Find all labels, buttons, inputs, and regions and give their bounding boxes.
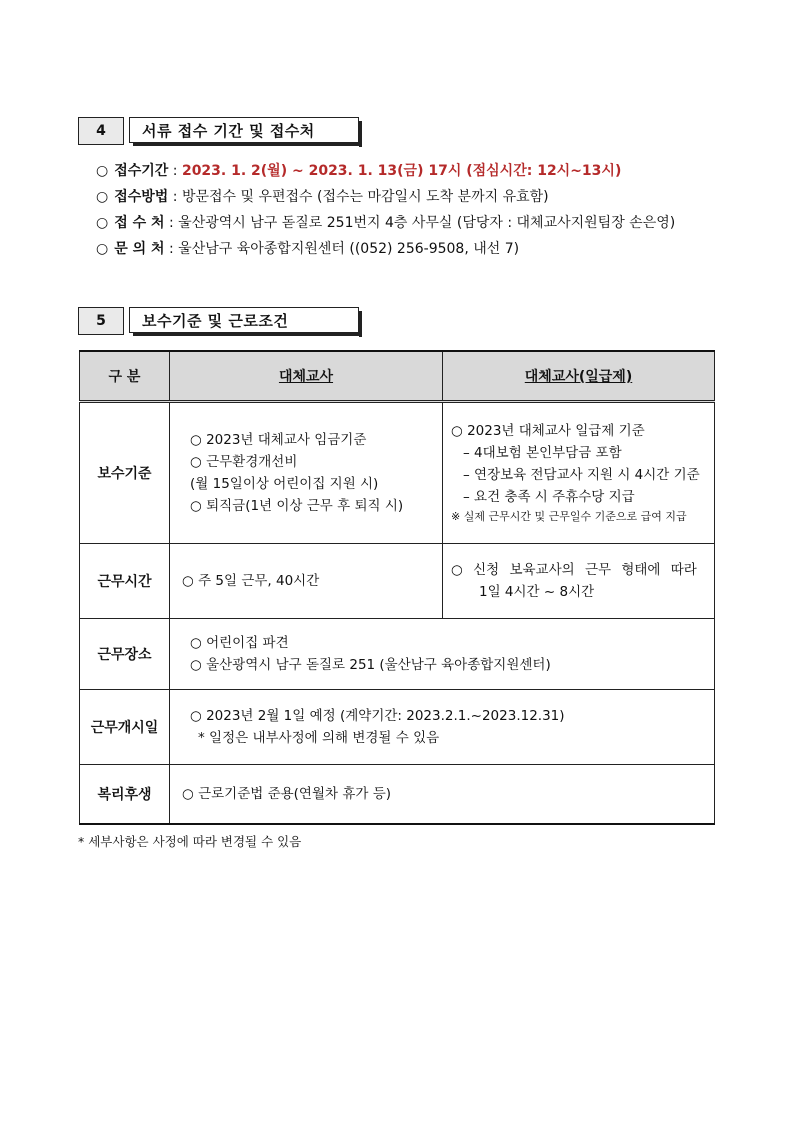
welfare-cell: ○ 근로기준법 준용(연월차 휴가 등) [170, 765, 715, 825]
info-value-contact: 울산남구 육아종합지원센터 ((052) 256-9508, 내선 7) [178, 241, 520, 257]
row-label-hours: 근무시간 [80, 544, 170, 619]
info-value-place: 울산광역시 남구 돋질로 251번지 4층 사무실 (담당자 : 대체교사지원팀장 손은영) [178, 215, 676, 231]
conditions-table [79, 350, 715, 825]
info-item-period: ○ 접수기간 : 2023. 1. 2(월) ~ 2023. 1. 13(금) 17시 (점심시간: 12시~13시) [96, 163, 622, 179]
info-value-method: 방문접수 및 우편접수 (접수는 마감일시 도착 분까지 유효함) [181, 189, 549, 205]
header-daily-substitute-teacher: 대체교사(일급제) [443, 351, 715, 402]
info-value-period: 2023. 1. 2(월) ~ 2023. 1. 13(금) 17시 (점심시간: 12시~13시) [181, 163, 622, 179]
section-5-title: 보수기준 및 근로조건 [129, 307, 359, 333]
hours-daily-cell: ○ 신청 보육교사의 근무 형태에 따라 1일 4시간 ~ 8시간 [443, 544, 715, 619]
info-item-place: ○ 접 수 처 : 울산광역시 남구 돋질로 251번지 4층 사무실 (담당자 : 대체교사지원팀장 손은영) [96, 215, 676, 231]
place-cell: ○ 어린이집 파견 ○ 울산광역시 남구 돋질로 251 (울산남구 육아종합지원센터) [170, 619, 715, 690]
header-category: 구 분 [80, 351, 170, 402]
table-row-hours [80, 544, 715, 619]
section-5-number: 5 [78, 307, 124, 335]
row-label-place: 근무장소 [80, 619, 170, 690]
info-item-contact: ○ 문 의 처 : 울산남구 육아종합지원센터 ((052) 256-9508, 내선 7) [96, 241, 520, 257]
row-label-pay: 보수기준 [80, 402, 170, 544]
info-label: 문 의 처 [114, 241, 165, 257]
row-label-start: 근무개시일 [80, 690, 170, 765]
table-row-place [80, 619, 715, 690]
info-label: 접수방법 [114, 189, 169, 205]
table-row-welfare [80, 765, 715, 825]
pay-daily-cell: ○ 2023년 대체교사 일급제 기준 – 4대보험 본인부담금 포함 – 연장보육 전담교사 지원 시 4시간 기준 – 요건 충족 시 주휴수당 지급 ※ 실제 근무시간 및 근무일수 기준으로 급여 지급 [443, 402, 715, 544]
table-header-row [80, 351, 715, 402]
row-label-welfare: 복리후생 [80, 765, 170, 825]
info-label: 접 수 처 [114, 215, 165, 231]
section-4-items [96, 158, 675, 262]
footnote: * 세부사항은 사정에 따라 변경될 수 있음 [78, 834, 302, 849]
table-row-start [80, 690, 715, 765]
section-4-number: 4 [78, 117, 124, 145]
info-label: 접수기간 [114, 163, 169, 179]
section-4-title: 서류 접수 기간 및 접수처 [129, 117, 359, 143]
start-cell: ○ 2023년 2월 1일 예정 (계약기간: 2023.2.1.~2023.12.31) * 일정은 내부사정에 의해 변경될 수 있음 [170, 690, 715, 765]
table-row-pay [80, 402, 715, 544]
pay-substitute-cell: ○ 2023년 대체교사 임금기준 ○ 근무환경개선비 (월 15일이상 어린이집 지원 시) ○ 퇴직금(1년 이상 근무 후 퇴직 시) [170, 402, 443, 544]
info-item-method: ○ 접수방법 : 방문접수 및 우편접수 (접수는 마감일시 도착 분까지 유효함) [96, 189, 549, 205]
header-substitute-teacher: 대체교사 [170, 351, 443, 402]
hours-substitute-cell: ○ 주 5일 근무, 40시간 [170, 544, 443, 619]
